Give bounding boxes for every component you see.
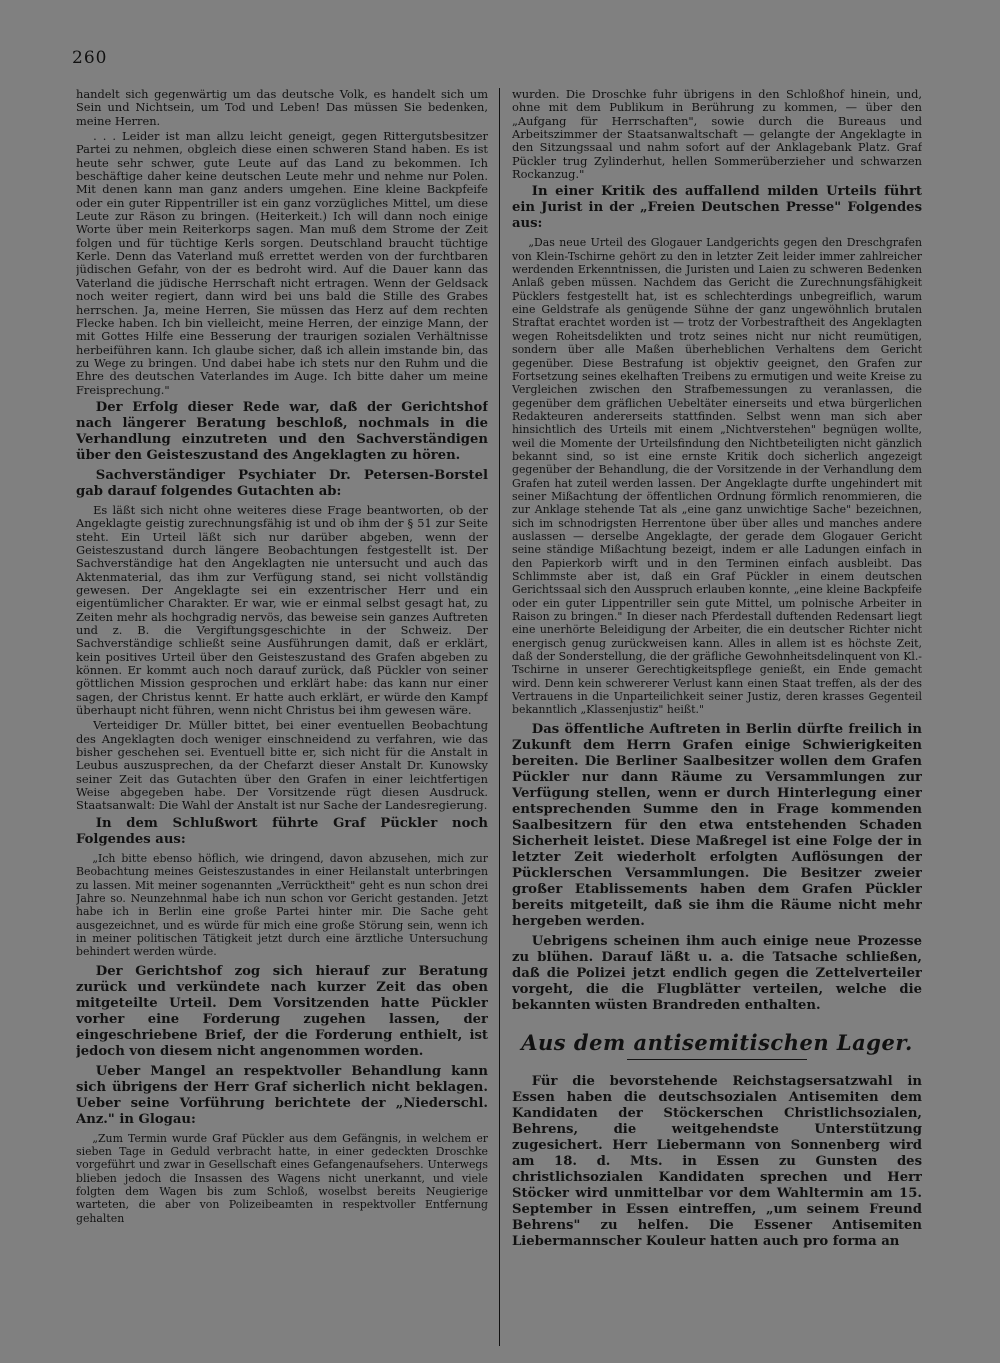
paragraph: Der Erfolg dieser Rede war, daß der Gerichtshof nach längerer Beratung beschloß, nochmals in die Verhandlung einzutreten und den Sachverständigen über den Geisteszustand des Angeklagten zu hören. [76,399,488,463]
paragraph: In dem Schlußwort führte Graf Pückler noch Folgendes aus: [76,815,488,847]
quote-paragraph: „Das neue Urteil des Glogauer Landgerichts gegen den Dreschgrafen von Klein-Tschirne gehört zu den in letzter Zeit leider immer zahlreicher werdenden Erkenntnissen, die Juristen und Laien zu schweren Bedenken Anlaß geben müssen. Nachdem das Gericht die Zurechnungsfähigkeit Pücklers festgestellt hat, ist es schlechterdings unbegreiflich, warum eine Geldstrafe als genügende Sühne der ganz ungewöhnlich brutalen Straftat erachtet worden ist — trotz der Vorbestraftheit des Angeklagten wegen Roheitsdelikten und trotz seines nicht nur nicht reumütigen, sondern über alle Maßen überheblichen Verhaltens dem Gericht gegenüber. Diese Bestrafung ist objektiv geeignet, den Grafen zur Fortsetzung seines ekelhaften Treibens zu ermutigen und weite Kreise zu Vergleichen zwischen den Strafbemessungen zu veranlassen, die gegenüber dem gräflichen Uebeltäter einerseits und etwa bürgerlichen Redakteuren andererseits stattfinden. Selbst wenn man sich aber hinsichtlich des Urteils mit einem „Nichtverstehen" begnügen wollte, weil die Momente der Urteilsfindung den Nichtbeteiligten nicht gänzlich bekannt sind, so ist eine ernste Kritik doch sicherlich angezeigt gegenüber der Behandlung, die der Vorsitzende in der Verhandlung dem Grafen hat zuteil werden lassen. Der Angeklagte durfte ungehindert mit seiner Mißachtung der öffentlichen Ordnung förmlich renommieren, die zur Anklage stehende Tat als „eine ganz unwichtige Sache" bezeichnen, sich im schnodrigsten Herrentone über über alles und manches andere auslassen — derselbe Angeklagte, der gerade dem Glogauer Gericht seine ständige Mißachtung bezeigt, indem er alle Ladungen einfach in den Papierkorb wirft und in den Terminen einfach ausbleibt. Das Schlimmste aber ist, daß ein Graf Pückler in einem deutschen Gerichtssaal sich den Ausspruch erlauben konnte, „eine kleine Backpfeife oder ein guter Lippentriller sein gute Mittel, um polnische Arbeiter in Raison zu bringen." In dieser nach Pferdestall duftenden Redensart liegt eine unerhörte Beleidigung der Arbeiter, die ein deutscher Richter nicht energisch genug zurückweisen kann. Alles in allem ist es höchste Zeit, daß der Sonderstellung, die der gräfliche Gewohnheitsdelinquent von Kl.-Tschirne in unserer Gerechtigkeitspflege genießt, ein Ende gemacht wird. Denn kein schwererer Verlust kann einen Staat treffen, als der des Vertrauens in die Unparteilichkeit seiner Justiz, deren krasses Gegenteil bekanntlich „Klassenjustiz" heißt." [512,236,922,717]
column-divider [499,88,500,1346]
paragraph: . . . Leider ist man allzu leicht geneigt, gegen Rittergutsbesitzer Partei zu nehmen, obgleich diese einen schweren Stand haben. Es ist heute sehr schwer, gute Leute auf das Land zu bekommen. Ich beschäftige daher keine deutschen Leute mehr und nehme nur Polen. Mit denen kann man ganz anders umgehen. Eine kleine Backpfeife oder ein guter Rippentriller ist ein ganz vorzügliches Mittel, um diese Leute zur Räson zu bringen. (Heiterkeit.) Ich will dann noch einige Worte über mein Reiterkorps sagen. Man muß dem Strome der Zeit folgen und für tüchtige Kerls sorgen. Deutschland braucht tüchtige Kerle. Denn das Vaterland muß errettet werden von der furchtbaren jüdischen Gefahr, von der es bedroht wird. Auf die Dauer kann das Vaterland die jüdische Herrschaft nicht ertragen. Wenn der Geldsack noch weiter regiert, dann wird bei uns bald die Stille des Grabes herrschen. Ja, meine Herren, Sie müssen das Herz auf dem rechten Flecke haben. Ich bin vielleicht, meine Herren, der einzige Mann, der mit Gottes Hilfe eine Besserung der traurigen sozialen Verhältnisse herbeiführen kann. Ich glaube sicher, daß ich allein imstande bin, das zu Wege zu bringen. Und dabei habe ich stets nur den Ruhm und die Ehre des deutschen Vaterlandes im Auge. Ich bitte daher um meine Freisprechung." [76,129,488,397]
left-column [76,88,488,1338]
page-number: 260 [72,48,108,68]
section-paragraph: Für die bevorstehende Reichstagsersatzwahl in Essen haben die deutschsozialen Antisemiten dem Kandidaten der Stöckerschen Christlichsozialen, Behrens, die weitgehendste Unterstützung zugesichert. Herr Liebermann von Sonnenberg wird am 18. d. Mts. in Essen zu Gunsten des christlichsozialen Kandidaten sprechen und Herr Stöcker wird unmittelbar vor dem Wahltermin am 15. September in Essen eintreffen, „um seinem Freund Behrens" zu helfen. Die Essener Antisemiten Liebermannscher Kouleur hatten auch pro forma an [512,1074,922,1250]
paragraph: Ueber Mangel an respektvoller Behandlung kann sich übrigens der Herr Graf sicherlich nicht beklagen. Ueber seine Vorführung berichtete der „Niederschl. Anz." in Glogau: [76,1063,488,1127]
paragraph: Es läßt sich nicht ohne weiteres diese Frage beantworten, ob der Angeklagte geistig zurechnungsfähig ist und ob ihm der § 51 zur Seite steht. Ein Urteil läßt sich nur darüber abgeben, wenn der Geisteszustand durch längere Beobachtungen festgestellt ist. Der Sachverständige hat den Angeklagten nie untersucht und auch das Aktenmaterial, das ihm zur Verfügung stand, sei nicht vollständig gewesen. Der Angeklagte sei ein exzentrischer Herr und ein eigentümlicher Charakter. Er war, wie er einmal selbst gesagt hat, zu Zeiten mehr als hochgradig nervös, das beweise sein ganzes Auftreten und z. B. die Vergiftungsgeschichte in der Schweiz. Der Sachverständige schließt seine Ausführungen damit, daß er erklärt, kein positives Urteil über den Geisteszustand des Grafen abgeben zu können. Er kommt auch noch darauf zurück, daß Pückler von seiner göttlichen Mission gesprochen und erklärt habe: das kann nur einer sagen, der Christus kennt. Er hatte auch erklärt, er würde den Kampf überhaupt nicht führen, wenn nicht Christus bei ihm gewesen wäre. [76,502,488,718]
paragraph: Das öffentliche Auftreten in Berlin dürfte freilich in Zukunft dem Herrn Grafen einige Schwierigkeiten bereiten. Die Berliner Saalbesitzer wollen dem Grafen Pückler nur dann Räume zu Versammlungen zur Verfügung stellen, wenn er durch Hinterlegung einer entsprechenden Summe den in Frage kommenden Saalbesitzern für den etwa entstehenden Schaden Sicherheit leistet. Diese Maßregel ist eine Folge der in letzter Zeit wiederholt erfolgten Auflösungen der Pücklerschen Versammlungen. Die Besitzer zweier großer Etablissements haben dem Grafen Pückler bereits mitgeteilt, daß sie ihm die Räume nicht mehr hergeben werden. [512,721,922,929]
paragraph: Verteidiger Dr. Müller bittet, bei einer eventuellen Beobachtung des Angeklagten doch weniger einschneidend zu verfahren, wie das bisher geschehen sei. Eventuell bitte er, sich nicht für die Anstalt in Leubus auszusprechen, da der Chefarzt dieser Anstalt Dr. Kunowsky seiner Zeit das Gutachten über den Grafen in einer leichtfertigen Weise abgegeben habe. Der Vorsitzende rügt diesen Ausdruck. Staatsanwalt: Die Wahl der Anstalt ist nur Sache der Landesregierung. [76,718,488,813]
paragraph: handelt sich gegenwärtig um das deutsche Volk, es handelt sich um Sein und Nichtsein, um Tod und Leben! Das müssen Sie bedenken, meine Herren. [76,88,488,128]
paragraph: Sachverständiger Psychiater Dr. Petersen-Borstel gab darauf folgendes Gutachten ab: [76,467,488,499]
right-column [512,88,922,1338]
quote-paragraph: „Zum Termin wurde Graf Pückler aus dem Gefängnis, in welchem er sieben Tage in Geduld verbracht hatte, in einer gedeckten Droschke vorgeführt und zwar in Gesellschaft eines Gefangenaufsehers. Unterwegs blieben jedoch die Insassen des Wagens nicht unerkannt, und viele folgten dem Wagen bis zum Schloß, woselbst bereits Neugierige warteten, die aber von Polizeibeamten in respektvoller Entfernung gehalten [76,1131,488,1225]
paragraph: In einer Kritik des auffallend milden Urteils führt ein Jurist in der „Freien Deutschen Presse" Folgendes aus: [512,184,922,232]
paragraph: Uebrigens scheinen ihm auch einige neue Prozesse zu blühen. Darauf läßt u. a. die Tatsache schließen, daß die Polizei jetzt endlich gegen die Zettelverteiler vorgeht, die die Flugblätter verteilen, welche die bekannten wüsten Brandreden enthalten. [512,933,922,1013]
quote-paragraph: „Ich bitte ebenso höflich, wie dringend, davon abzusehen, mich zur Beobachtung meines Geisteszustandes in einer Heilanstalt unterbringen zu lassen. Mit meiner sogenannten „Verrücktheit" geht es nun schon drei Jahre so. Neunzehnmal habe ich nun schon vor Gericht gestanden. Jetzt habe ich in Berlin eine große Partei hinter mir. Die Sache geht ausgezeichnet, und es würde für mich eine große Störung sein, wenn ich in meiner politischen Tätigkeit jetzt durch eine ärztliche Untersuchung behindert werden würde. [76,851,488,959]
paragraph: Der Gerichtshof zog sich hierauf zur Beratung zurück und verkündete nach kurzer Zeit das oben mitgeteilte Urteil. Dem Vorsitzenden hatte Pückler vorher eine Forderung zugehen lassen, der eingeschriebene Brief, der die Forderung enthielt, ist jedoch von diesem nicht angenommen worden. [76,963,488,1059]
section-heading-rule [627,1059,807,1060]
section-heading: Aus dem antisemitischen Lager. [521,1029,913,1055]
paragraph: wurden. Die Droschke fuhr übrigens in den Schloßhof hinein, und, ohne mit dem Publikum in Berührung zu kommen, — über den „Aufgang für Herrschaften", sowie durch die Bureaus und Arbeitszimmer der Staatsanwaltschaft — gelangte der Angeklagte in den Sitzungssaal und nahm sofort auf der Anklagebank Platz. Graf Pückler trug Zylinderhut, hellen Sommerüberzieher und schwarzen Rockanzug." [512,88,922,182]
